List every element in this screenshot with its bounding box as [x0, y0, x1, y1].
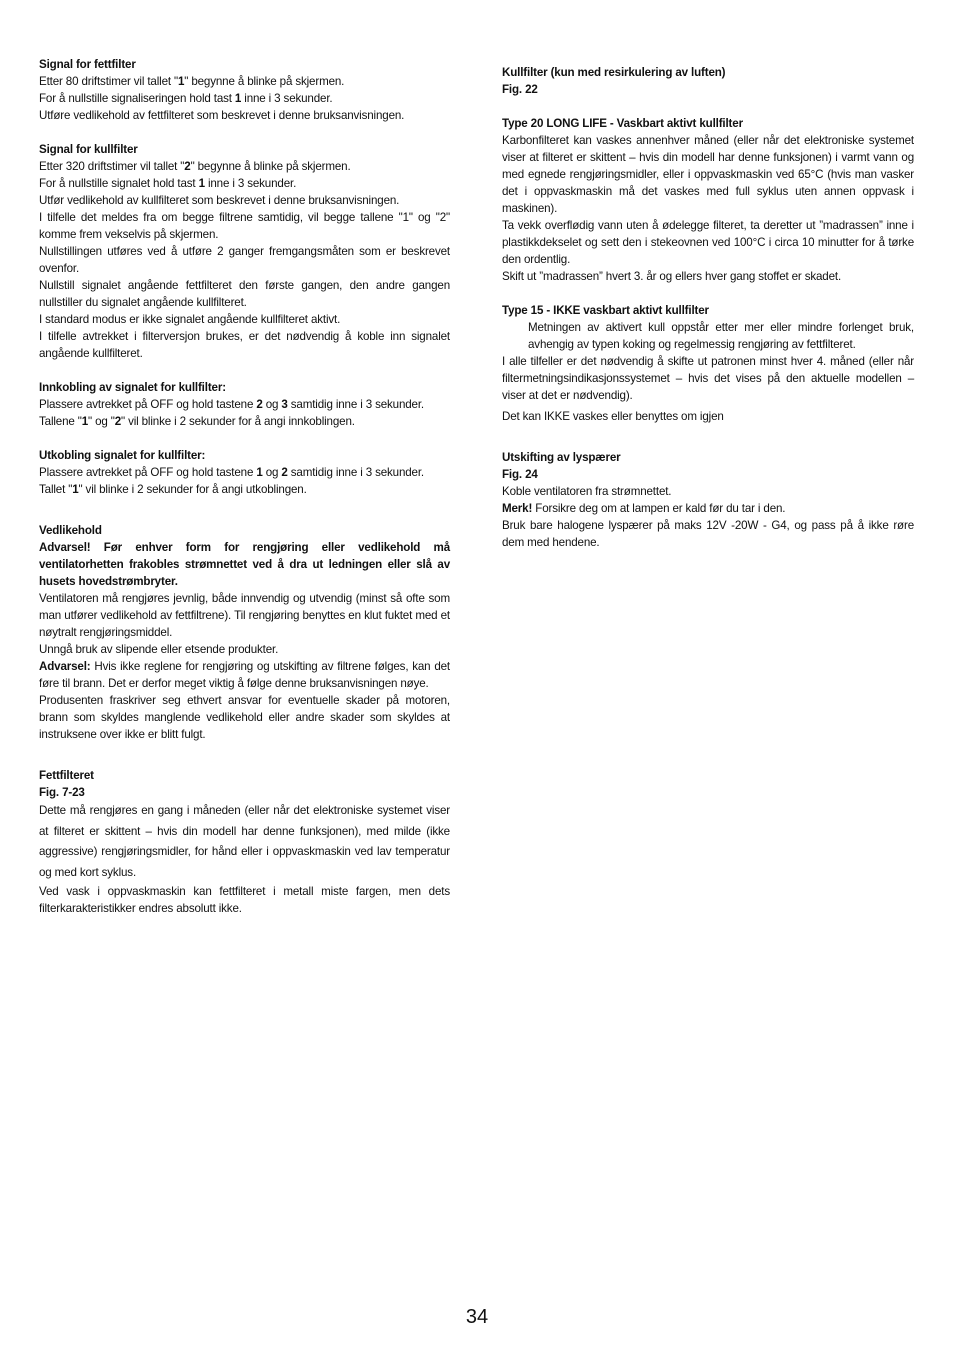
paragraph: Dette må rengjøres en gang i måneden (eller når det elektroniske systemet viser at filteret er skittent – hvis din modell har denne funksjonen), med milde (ikke aggressive) rengjøringsmidler, for hånd eller i oppvaskmaskin ved lav temperatur og med kort syklus.	[39, 804, 450, 879]
paragraph: Metningen av aktivert kull oppstår etter mer eller mindre forlenget bruk, avhengig av typen koking og regelmessig rengjøring av fettfilteret.	[528, 321, 914, 351]
paragraph: Merk! Forsikre deg om at lampen er kald før du tar i den.	[502, 502, 786, 515]
figure-reference: Fig. 7-23	[39, 786, 85, 799]
paragraph: Skift ut ”madrassen” hvert 3. år og ellers hver gang stoffet er skadet.	[502, 270, 842, 283]
section-heading: Type 20 LONG LIFE - Vaskbart aktivt kullfilter	[502, 117, 743, 130]
section-heading: Fettfilteret	[39, 769, 94, 782]
paragraph: Utføre vedlikehold av fettfilteret som beskrevet i denne bruksanvisningen.	[39, 109, 405, 122]
section-lyspaerer	[502, 449, 914, 551]
figure-reference: Fig. 24	[502, 468, 538, 481]
paragraph: Ta vekk overflødig vann uten å ødelegge filteret, ta deretter ut ”madrassen” inne i plastikkdekselet og sett den i stekeovnen ved 100°C i circa 10 minutter for å tørke den ordentlig.	[502, 219, 914, 266]
warning-text: Advarsel! Før enhver form for rengjøring eller vedlikehold må ventilatorhetten frakobles strømnettet ved å dra ut ledningen eller slå av husets hovedstrømbryter.	[39, 541, 450, 588]
paragraph: For å nullstille signaliseringen hold tast 1 inne i 3 sekunder.	[39, 92, 333, 105]
paragraph: I tilfelle det meldes fra om begge filtrene samtidig, vil begge tallene "1" og "2" komme frem vekselvis på skjermen.	[39, 211, 450, 241]
paragraph: Utfør vedlikehold av kullfilteret som beskrevet i denne bruksanvisningen.	[39, 194, 400, 207]
section-heading: Utskifting av lyspærer	[502, 451, 621, 464]
section-signal-kullfilter	[39, 141, 450, 362]
section-utkobling	[39, 447, 450, 498]
section-signal-fettfilter	[39, 56, 450, 124]
paragraph: Karbonfilteret kan vaskes annenhver måned (eller når det elektroniske systemet viser at filteret er skittent – hvis din modell har denne funksjonen) i varmt vann og med egnede rengjøringsmidler, eller i oppvaskmaskin ved 65°C (hvis man vasker det i oppvaskmaskin må det vaskes med full syklus uten annen oppvask i maskinen).	[502, 134, 914, 215]
paragraph: Ventilatoren må rengjøres jevnlig, både innvendig og utvendig (minst så ofte som man utfører vedlikehold av fettfiltrene). Til rengjøring benyttes en klut fuktet med et nøytralt rengjøringsmiddel.	[39, 592, 450, 639]
paragraph: Produsenten fraskriver seg ethvert ansvar for eventuelle skader på motoren, brann som skyldes manglende vedlikehold eller andre skader som skyldes at instruksene over ikke er blitt fulgt.	[39, 694, 450, 741]
paragraph: Koble ventilatoren fra strømnettet.	[502, 485, 672, 498]
section-type20	[502, 115, 914, 285]
paragraph: Tallene "1" og "2" vil blinke i 2 sekunder for å angi innkoblingen.	[39, 415, 355, 428]
paragraph: Unngå bruk av slipende eller etsende produkter.	[39, 643, 279, 656]
paragraph: Ved vask i oppvaskmaskin kan fettfilteret i metall miste fargen, men dets filterkarakteristikker endres absolutt ikke.	[39, 885, 450, 915]
left-column	[39, 56, 450, 934]
page-number: 34	[465, 1306, 489, 1328]
loose-paragraph-block	[39, 801, 450, 883]
right-column	[502, 64, 914, 568]
section-heading: Signal for kullfilter	[39, 143, 138, 156]
paragraph: Nullstillingen utføres ved å utføre 2 ganger fremgangsmåten som er beskrevet ovenfor.	[39, 245, 450, 275]
figure-reference: Fig. 22	[502, 83, 538, 96]
paragraph: Etter 80 driftstimer vil tallet "1" begynne å blinke på skjermen.	[39, 75, 345, 88]
paragraph: Etter 320 driftstimer vil tallet "2" begynne å blinke på skjermen.	[39, 160, 351, 173]
section-type15	[502, 302, 914, 425]
section-heading: Kullfilter (kun med resirkulering av luften)	[502, 66, 726, 79]
paragraph: Plassere avtrekket på OFF og hold tastene 2 og 3 samtidig inne i 3 sekunder.	[39, 398, 424, 411]
section-innkobling	[39, 379, 450, 430]
section-heading: Signal for fettfilter	[39, 58, 136, 71]
paragraph: Plassere avtrekket på OFF og hold tastene 1 og 2 samtidig inne i 3 sekunder.	[39, 466, 424, 479]
section-heading: Type 15 - IKKE vaskbart aktivt kullfilter	[502, 304, 709, 317]
section-heading: Innkobling av signalet for kullfilter:	[39, 381, 226, 394]
section-kullfilter	[502, 64, 914, 98]
section-fettfilteret	[39, 767, 450, 917]
paragraph: I tilfelle avtrekket i filterversjon brukes, er det nødvendig å koble inn signalet angående kullfilteret.	[39, 330, 450, 360]
paragraph: Nullstill signalet angående fettfilteret den første gangen, den andre gangen nullstiller du signalet angående kullfilteret.	[39, 279, 450, 309]
section-heading: Utkobling signalet for kullfilter:	[39, 449, 206, 462]
paragraph: Advarsel: Hvis ikke reglene for rengjøring og utskifting av filtrene følges, kan det føre til brann. Det er derfor meget viktig å følge denne bruksanvisningen nøye.	[39, 660, 450, 690]
paragraph: Bruk bare halogene lyspærer på maks 12V -20W - G4, og pass på å ikke røre dem med hendene.	[502, 519, 914, 549]
paragraph: I alle tilfeller er det nødvendig å skifte ut patronen minst hver 4. måned (eller når filtermetningsindikasjonssystemet – hvis det vises på den aktuelle modellen – viser at det er nødvendig).	[502, 355, 914, 402]
paragraph: I standard modus er ikke signalet angående kullfilteret aktivt.	[39, 313, 341, 326]
paragraph: For å nullstille signalet hold tast 1 inne i 3 sekunder.	[39, 177, 297, 190]
paragraph: Det kan IKKE vaskes eller benyttes om igjen	[502, 410, 724, 423]
paragraph: Tallet "1" vil blinke i 2 sekunder for å angi utkoblingen.	[39, 483, 307, 496]
section-vedlikehold	[39, 522, 450, 743]
section-heading: Vedlikehold	[39, 524, 102, 537]
